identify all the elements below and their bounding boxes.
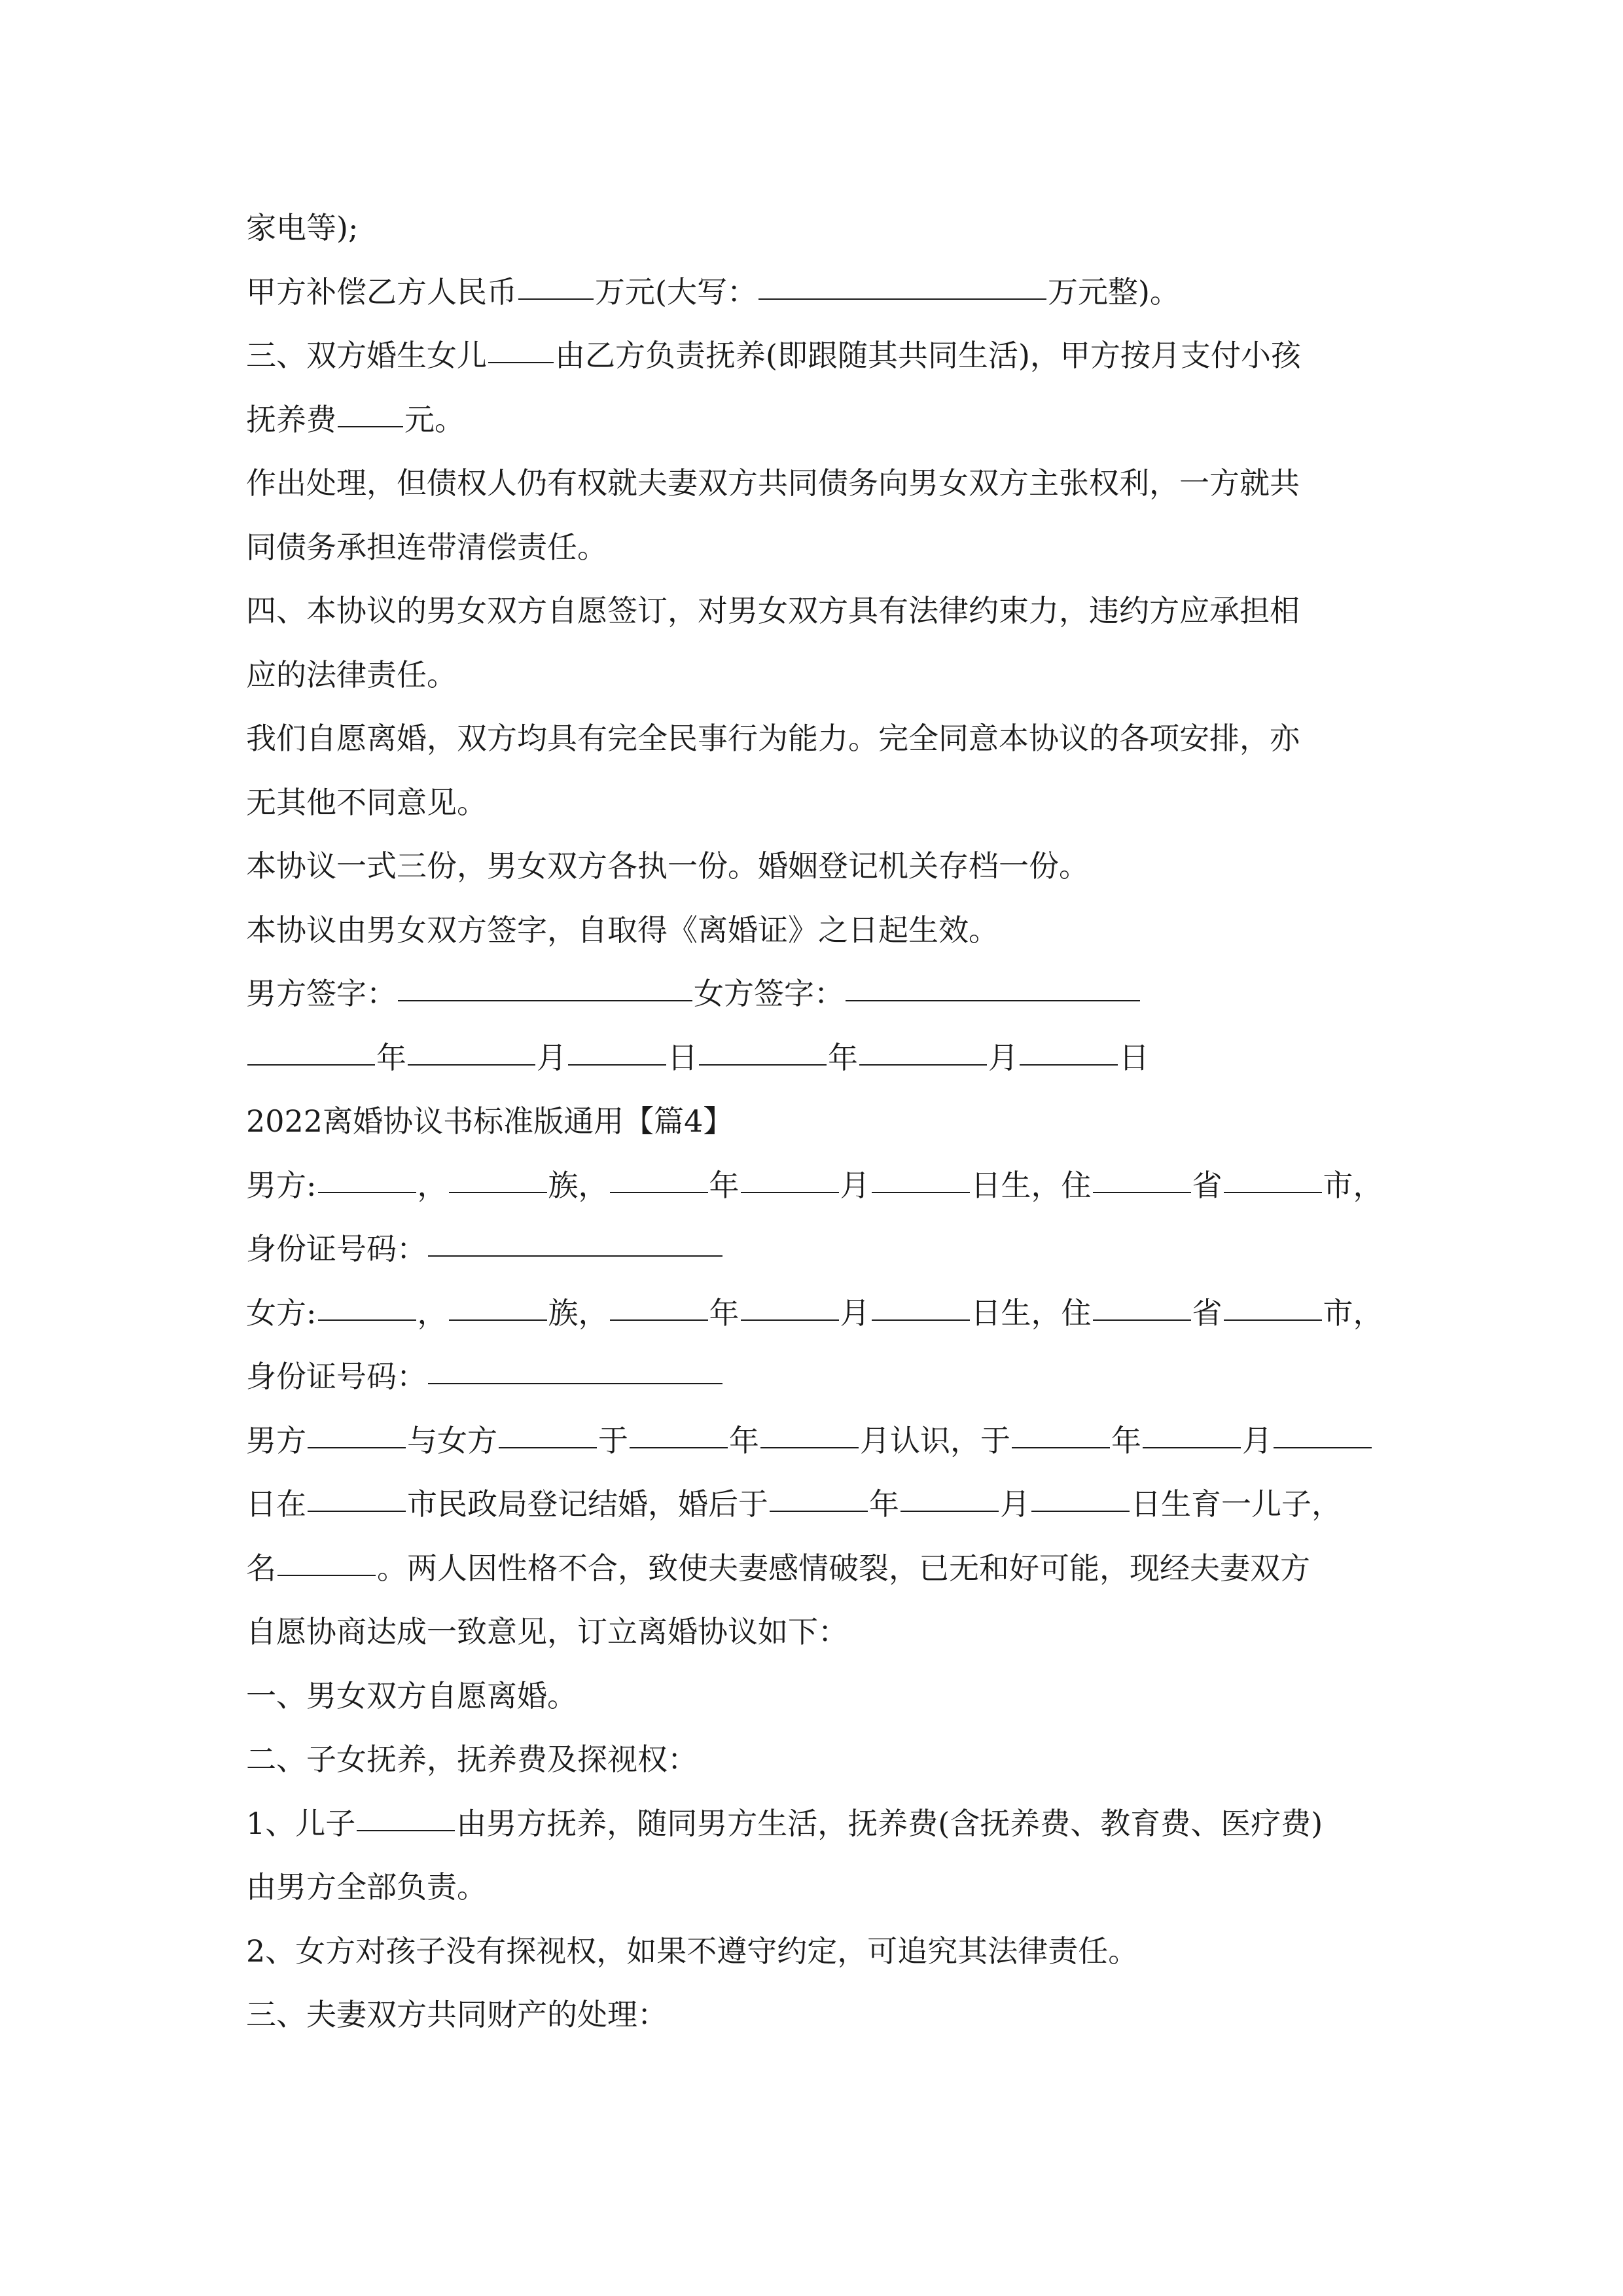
text-line: 同债务承担连带清偿责任。 [246, 529, 607, 565]
male-ethnic-blank[interactable] [449, 1172, 547, 1193]
support-fee-blank[interactable] [338, 406, 403, 427]
month-blank[interactable] [408, 1045, 535, 1066]
text-line: 三、夫妻双方共同财产的处理： [246, 1997, 668, 2032]
marriage-line: 日在 市民政局登记结婚，婚后于 年 月 日生育一儿子， [246, 1486, 1342, 1522]
text-line: 本协议一式三份，男女双方各执一份。婚姻登记机关存档一份。 [246, 848, 1089, 884]
birth-year-blank[interactable] [770, 1491, 868, 1512]
year-blank[interactable] [247, 1045, 375, 1066]
text-line: 自愿协商达成一致意见，订立离婚协议如下： [246, 1614, 848, 1649]
year-blank[interactable] [699, 1045, 827, 1066]
day-blank[interactable] [1020, 1045, 1118, 1066]
female-id-blank[interactable] [428, 1363, 722, 1384]
day-blank[interactable] [568, 1045, 666, 1066]
text-line: 无其他不同意见。 [246, 784, 487, 820]
female-city-blank[interactable] [1224, 1300, 1322, 1321]
birth-month-blank[interactable] [901, 1491, 999, 1512]
male-name-blank[interactable] [308, 1427, 406, 1448]
female-name-blank[interactable] [499, 1427, 597, 1448]
daughter-name-blank[interactable] [488, 342, 554, 363]
male-birth-day-blank[interactable] [872, 1172, 970, 1193]
custody-line: 三、双方婚生女儿 由乙方负责抚养(即跟随其共同生活)，甲方按月支付小孩 [246, 338, 1301, 373]
date-line: 年 月 日 年 月 日 [246, 1026, 1385, 1090]
text-line: 2、女方对孩子没有探视权，如果不遵守约定，可追究其法律责任。 [246, 1933, 1139, 1969]
city-blank[interactable] [308, 1491, 406, 1512]
male-id-blank[interactable] [428, 1236, 722, 1257]
male-signature-blank[interactable] [398, 980, 692, 1001]
male-province-blank[interactable] [1093, 1172, 1191, 1193]
female-birth-year-blank[interactable] [610, 1300, 708, 1321]
female-ethnic-blank[interactable] [449, 1300, 547, 1321]
son-custody-line: 1、儿子 由男方抚养，随同男方生活，抚养费(含抚养费、教育费、医疗费) [246, 1805, 1323, 1841]
birth-day-blank[interactable] [1031, 1491, 1130, 1512]
female-birth-month-blank[interactable] [741, 1300, 839, 1321]
meet-year-blank[interactable] [630, 1427, 728, 1448]
amount-uppercase-blank[interactable] [758, 279, 1046, 300]
text-line: 二、子女抚养，抚养费及探视权： [246, 1742, 698, 1777]
female-id-line: 身份证号码： [246, 1345, 1385, 1409]
text-line: 由男方全部负责。 [246, 1869, 487, 1905]
text-line: 作出处理，但债权人仍有权就夫妻双方共同债务向男女双方主张权利，一方就共 [246, 465, 1300, 501]
text-line: 一、男女双方自愿离婚。 [246, 1677, 577, 1713]
support-fee-line: 抚养费 元。 [246, 401, 465, 437]
male-city-blank[interactable] [1224, 1172, 1322, 1193]
male-id-line: 身份证号码： [246, 1217, 1385, 1282]
female-province-blank[interactable] [1093, 1300, 1191, 1321]
text-line: 家电等); [246, 210, 359, 245]
son-name-blank[interactable] [357, 1810, 455, 1831]
acquaintance-line: 男方 与女方 于 年 月认识，于 年 月 [246, 1409, 1385, 1473]
son-name-line: 名 。两人因性格不合，致使夫妻感情破裂，已无和好可能，现经夫妻双方 [246, 1550, 1310, 1586]
text-line: 四、本协议的男女双方自愿签订，对男女双方具有法律约束力，违约方应承担相 [246, 593, 1300, 628]
male-birth-month-blank[interactable] [741, 1172, 839, 1193]
marriage-month-blank[interactable] [1143, 1427, 1241, 1448]
female-birth-day-blank[interactable] [872, 1300, 970, 1321]
meet-month-blank[interactable] [760, 1427, 859, 1448]
compensation-line: 甲方补偿乙方人民币 万元(大写： 万元整)。 [246, 274, 1180, 310]
female-name-blank[interactable] [318, 1300, 416, 1321]
section-heading: 2022离婚协议书标准版通用【篇4】 [246, 1103, 734, 1139]
month-blank[interactable] [859, 1045, 987, 1066]
amount-blank[interactable] [518, 279, 594, 300]
signature-line: 男方签字： 女方签字： [246, 962, 1385, 1026]
female-signature-blank[interactable] [846, 980, 1140, 1001]
marriage-day-blank[interactable] [1274, 1427, 1372, 1448]
male-info-line: 男方: ， 族， 年 月 日生，住 省 市， [246, 1167, 1383, 1203]
agreement-body [246, 196, 1385, 2047]
text-line: 应的法律责任。 [246, 656, 457, 692]
marriage-year-blank[interactable] [1012, 1427, 1110, 1448]
text-line: 本协议由男女双方签字，自取得《离婚证》之日起生效。 [246, 912, 999, 948]
son-name-blank[interactable] [277, 1555, 376, 1576]
male-name-blank[interactable] [318, 1172, 416, 1193]
male-birth-year-blank[interactable] [610, 1172, 708, 1193]
female-info-line: 女方: ， 族， 年 月 日生，住 省 市， [246, 1295, 1383, 1331]
text-line: 我们自愿离婚，双方均具有完全民事行为能力。完全同意本协议的各项安排，亦 [246, 721, 1300, 756]
